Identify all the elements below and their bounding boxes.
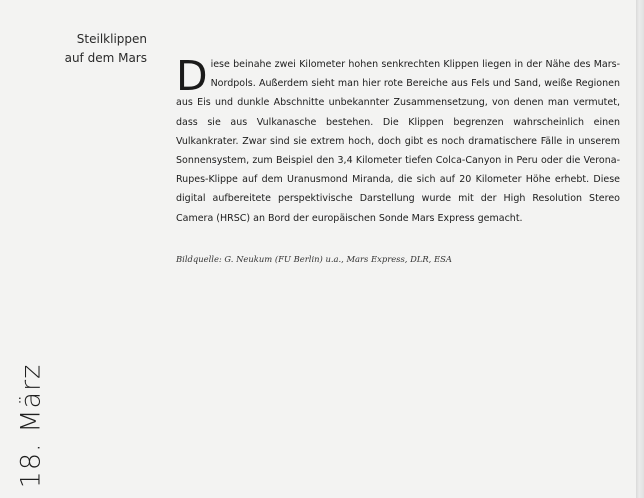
image-credit: Bildquelle: G. Neukum (FU Berlin) u.a., Mars Express, DLR, ESA (176, 254, 452, 264)
date-label: 18. März (15, 363, 47, 489)
article-body-text: iese beinahe zwei Kilometer hohen senkrechten Klippen liegen in der Nähe des Mars-Nordpols. Außerdem sieht man hier rote Bereiche aus Fels und Sand, weiße Regionen aus Eis und dunkle Abschnitte unbekannter Zusammensetzung, von denen man vermutet, dass sie aus Vulkanasche bestehen. Die Klippen begrenzen wahrscheinlich einen Vulkankrater. Zwar sind sie extrem hoch, doch gibt es noch dramatischere Fälle in unserem Sonnensystem, zum Beispiel den 3,4 Kilometer tiefen Colca-Canyon in Peru oder die Verona-Rupes-Klippe auf dem Uranusmond Miranda, die sich auf 20 Kilometer Höhe erhebt. Diese digital aufbereitete perspektivische Darstellung wurde mit der High Resolution Stereo Camera (HRSC) an Bord der europäischen Sonde Mars Express gemacht. (176, 59, 620, 224)
date-container (14, 363, 48, 489)
title-line-2: auf dem Mars (64, 51, 147, 65)
article-title (7, 30, 147, 68)
drop-cap: D (176, 52, 208, 100)
article-body (176, 52, 620, 228)
page-edge-shadow (636, 0, 644, 498)
title-line-1: Steilklippen (76, 32, 147, 46)
